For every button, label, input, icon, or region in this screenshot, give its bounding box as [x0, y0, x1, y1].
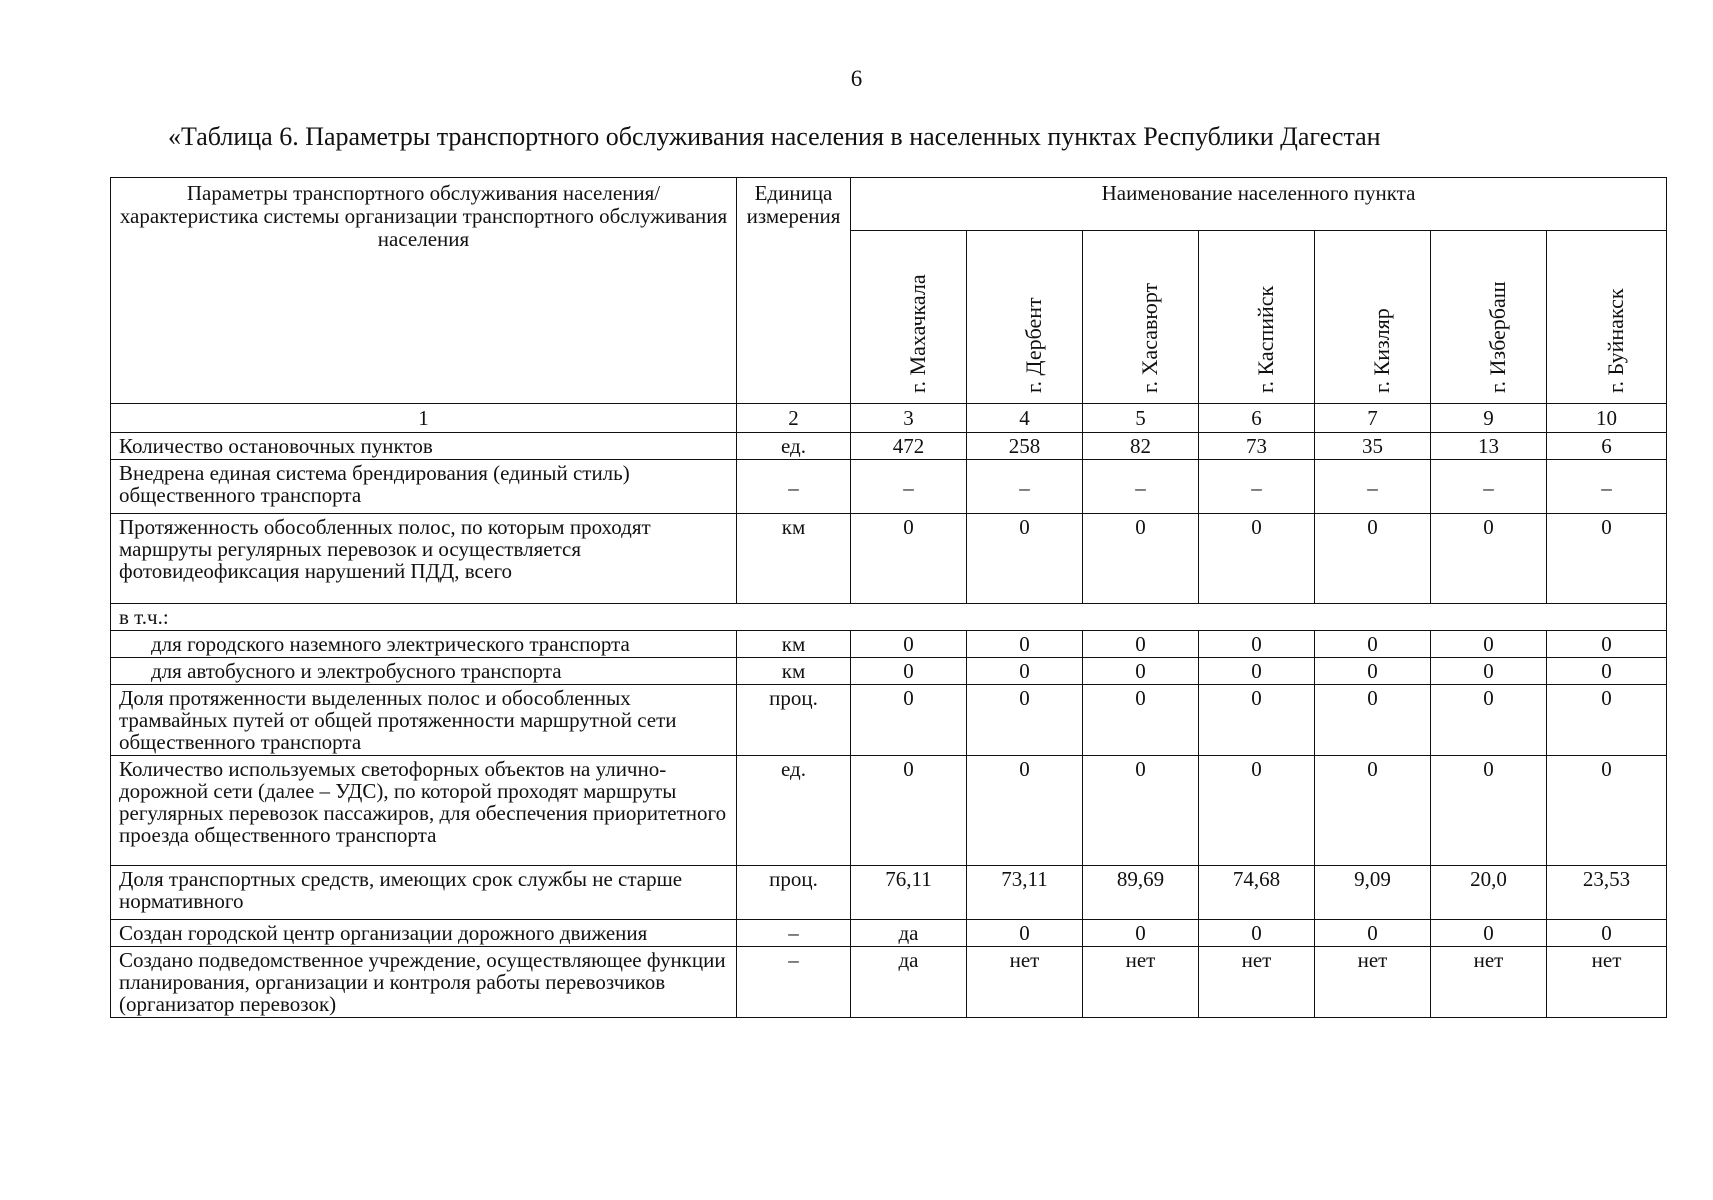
table-title: «Таблица 6. Параметры транспортного обслуживания населения в населенных пунктах Республики Дагестан	[168, 122, 1381, 151]
value-cell: 0	[851, 756, 967, 866]
parameter-cell: Количество остановочных пунктов	[111, 433, 737, 460]
value-cell: –	[1431, 460, 1547, 514]
value-cell: 0	[1547, 920, 1667, 947]
table-row	[111, 947, 1667, 1018]
table-row	[111, 658, 1667, 685]
unit-cell: км	[737, 658, 851, 685]
value-cell: 0	[1083, 514, 1199, 604]
value-cell: 0	[1315, 685, 1431, 756]
value-cell: –	[1315, 460, 1431, 514]
value-cell: 0	[851, 514, 967, 604]
column-index: 3	[851, 404, 967, 433]
value-cell: –	[967, 460, 1083, 514]
column-index: 7	[1315, 404, 1431, 433]
unit-cell: ед.	[737, 756, 851, 866]
table-row	[111, 756, 1667, 866]
value-cell: 0	[1431, 658, 1547, 685]
parameter-cell: Доля протяженности выделенных полос и обособленных трамвайных путей от общей протяженности маршрутной сети общественного транспорта	[111, 685, 737, 756]
table-row	[111, 514, 1667, 604]
parameter-cell: Создан городской центр организации дорожного движения	[111, 920, 737, 947]
value-cell: 0	[1315, 631, 1431, 658]
city-label: г. Махачкала	[904, 274, 930, 393]
value-cell: 0	[967, 631, 1083, 658]
value-cell: 0	[967, 658, 1083, 685]
city-label: г. Каспийск	[1252, 285, 1278, 393]
city-label: г. Дербент	[1020, 297, 1046, 393]
value-cell: 0	[851, 685, 967, 756]
page-number: 6	[850, 66, 863, 91]
value-cell: 0	[967, 685, 1083, 756]
value-cell: 73,11	[967, 866, 1083, 920]
value-cell: –	[851, 460, 967, 514]
unit-cell: –	[737, 947, 851, 1018]
header-city	[967, 231, 1083, 404]
value-cell: 0	[851, 658, 967, 685]
value-cell: нет	[1315, 947, 1431, 1018]
value-cell: 9,09	[1315, 866, 1431, 920]
value-cell: 0	[1199, 631, 1315, 658]
unit-cell: км	[737, 514, 851, 604]
city-label: г. Буйнакск	[1602, 288, 1628, 393]
value-cell: 0	[1083, 685, 1199, 756]
value-cell: 76,11	[851, 866, 967, 920]
parameter-cell: Протяженность обособленных полос, по которым проходят маршруты регулярных перевозок и осуществляется фотовидеофиксация нарушений ПДД, всего	[111, 514, 737, 604]
value-cell: –	[1199, 460, 1315, 514]
value-cell: 0	[1431, 685, 1547, 756]
value-cell: –	[1547, 460, 1667, 514]
value-cell: 82	[1083, 433, 1199, 460]
value-cell: 0	[1547, 658, 1667, 685]
header-city	[1547, 231, 1667, 404]
unit-cell: –	[737, 920, 851, 947]
value-cell: 0	[1547, 685, 1667, 756]
table-row	[111, 604, 1667, 631]
table-row	[111, 685, 1667, 756]
parameter-cell: Доля транспортных средств, имеющих срок службы не старше нормативного	[111, 866, 737, 920]
value-cell: да	[851, 947, 967, 1018]
value-cell: 472	[851, 433, 967, 460]
value-cell: 0	[1547, 514, 1667, 604]
value-cell: 0	[1431, 920, 1547, 947]
column-index: 2	[737, 404, 851, 433]
transport-parameters-table	[110, 177, 1667, 1018]
unit-cell: км	[737, 631, 851, 658]
column-index: 5	[1083, 404, 1199, 433]
unit-cell: проц.	[737, 685, 851, 756]
table-row	[111, 433, 1667, 460]
value-cell: нет	[1431, 947, 1547, 1018]
value-cell: 0	[1199, 514, 1315, 604]
value-cell: 0	[1199, 685, 1315, 756]
value-cell: нет	[1199, 947, 1315, 1018]
value-cell: 0	[967, 514, 1083, 604]
header-param: Параметры транспортного обслуживания населения/ характеристика системы организации транспортного обслуживания населения	[111, 178, 737, 404]
table-row	[111, 920, 1667, 947]
table-row	[111, 460, 1667, 514]
value-cell: 0	[1431, 756, 1547, 866]
value-cell: 0	[1083, 756, 1199, 866]
value-cell: 23,53	[1547, 866, 1667, 920]
value-cell: 0	[1083, 631, 1199, 658]
value-cell: 258	[967, 433, 1083, 460]
value-cell: 0	[1315, 920, 1431, 947]
column-index-row	[111, 404, 1667, 433]
value-cell: 0	[1547, 631, 1667, 658]
city-label: г. Избербаш	[1484, 281, 1510, 393]
column-index: 4	[967, 404, 1083, 433]
value-cell: нет	[1547, 947, 1667, 1018]
value-cell: нет	[967, 947, 1083, 1018]
city-label: г. Хасавюрт	[1136, 282, 1162, 393]
column-index: 1	[111, 404, 737, 433]
parameter-cell: для автобусного и электробусного транспорта	[111, 658, 737, 685]
value-cell: 0	[1431, 631, 1547, 658]
value-cell: 0	[1083, 658, 1199, 685]
value-cell: 0	[1083, 920, 1199, 947]
table-body	[111, 404, 1667, 1018]
value-cell: 74,68	[1199, 866, 1315, 920]
value-cell: 0	[1315, 756, 1431, 866]
unit-cell: –	[737, 460, 851, 514]
unit-cell: проц.	[737, 866, 851, 920]
column-index: 6	[1199, 404, 1315, 433]
value-cell: 73	[1199, 433, 1315, 460]
value-cell: 0	[1315, 514, 1431, 604]
value-cell: 13	[1431, 433, 1547, 460]
unit-cell: ед.	[737, 433, 851, 460]
table-row	[111, 866, 1667, 920]
header-city	[1315, 231, 1431, 404]
value-cell: да	[851, 920, 967, 947]
value-cell: 0	[1315, 658, 1431, 685]
value-cell: –	[1083, 460, 1199, 514]
parameter-cell: Создано подведомственное учреждение, осуществляющее функции планирования, организации и контроля работы перевозчиков (организатор перевозок)	[111, 947, 737, 1018]
parameter-cell: для городского наземного электрического транспорта	[111, 631, 737, 658]
value-cell: 0	[1547, 756, 1667, 866]
value-cell: 0	[1199, 920, 1315, 947]
value-cell: 20,0	[1431, 866, 1547, 920]
value-cell: 6	[1547, 433, 1667, 460]
table-row	[111, 631, 1667, 658]
header-city	[1083, 231, 1199, 404]
value-cell: 0	[967, 756, 1083, 866]
header-unit: Единица измерения	[737, 178, 851, 404]
value-cell: 0	[1199, 756, 1315, 866]
column-index: 10	[1547, 404, 1667, 433]
value-cell: 35	[1315, 433, 1431, 460]
value-cell: 0	[851, 631, 967, 658]
city-label: г. Кизляр	[1368, 308, 1394, 393]
value-cell: нет	[1083, 947, 1199, 1018]
value-cell: 0	[1431, 514, 1547, 604]
header-city	[1199, 231, 1315, 404]
parameter-cell: Внедрена единая система брендирования (единый стиль) общественного транспорта	[111, 460, 737, 514]
parameter-cell: Количество используемых светофорных объектов на улично-дорожной сети (далее – УДС), по которой проходят маршруты регулярных перевозок пассажиров, для обеспечения приоритетного проезда общественного транспорта	[111, 756, 737, 866]
subsection-label: в т.ч.:	[111, 604, 1667, 631]
column-index: 9	[1431, 404, 1547, 433]
header-city	[1431, 231, 1547, 404]
value-cell: 89,69	[1083, 866, 1199, 920]
header-city	[851, 231, 967, 404]
value-cell: 0	[967, 920, 1083, 947]
header-settlement-group: Наименование населенного пункта	[851, 178, 1667, 231]
value-cell: 0	[1199, 658, 1315, 685]
